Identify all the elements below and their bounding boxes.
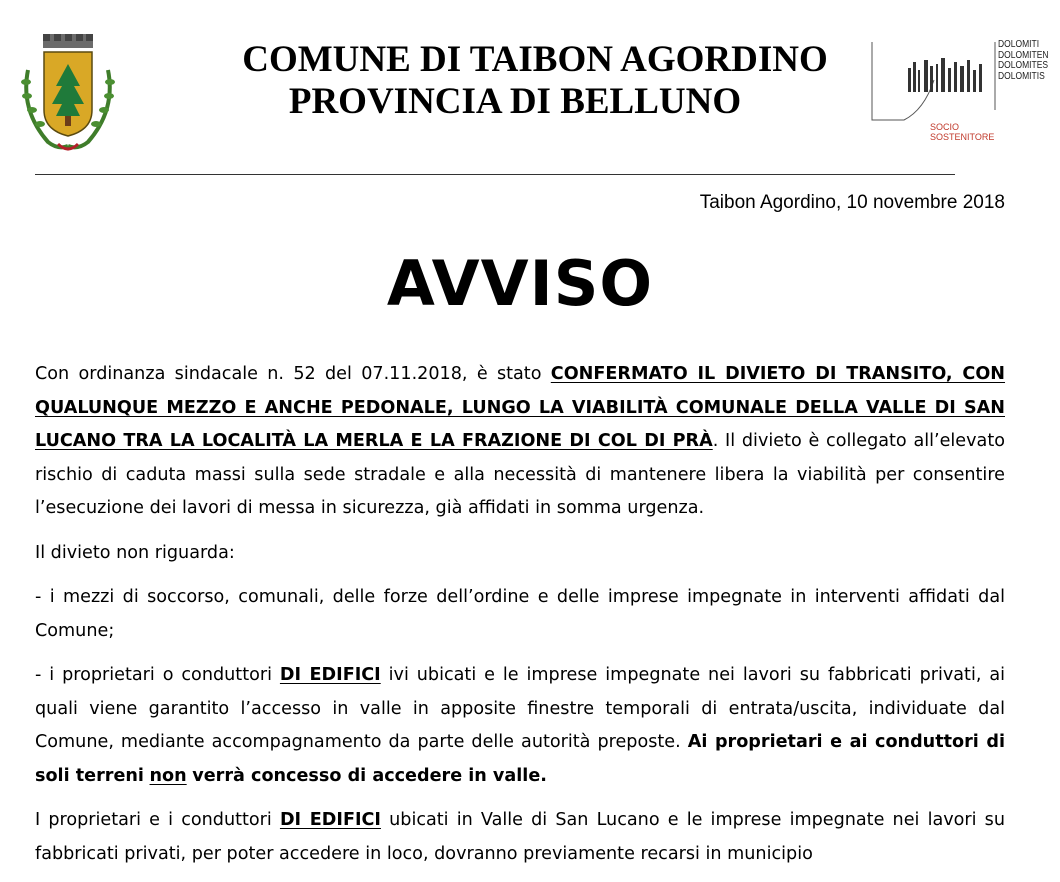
date-line: Taibon Agordino, 10 novembre 2018 <box>699 192 1005 213</box>
municipal-crest-logo <box>18 30 118 158</box>
notice-body <box>35 358 1005 882</box>
dolomiti-languages <box>998 40 1049 82</box>
p1-emphasis-text: CONFERMATO IL DIVIETO DI TRANSITO, CON QUALUNQUE MEZZO E ANCHE PEDONALE, LUNGO LA VIABILITÀ COMUNALE DELLA VALLE DI SAN LUCANO TRA LA LOCALITÀ LA MERLA E LA FRAZIONE DI COL DI PRÀ <box>35 364 1006 451</box>
p4-lead-text: - i proprietari o conduttori <box>35 665 272 685</box>
province-heading: PROVINCIA DI BELLUNO <box>288 81 742 122</box>
p5-edifici-text: DI EDIFICI <box>279 810 381 830</box>
paragraph-exception-2 <box>35 659 1005 793</box>
p4-bold-text: Ai proprietari e ai conduttori di soli terreni <box>35 732 1006 786</box>
p4-middle-text: ivi ubicati e le imprese impegnate nei lavori su fabbricati privati, ai quali viene garantito l’accesso in valle in apposite finestre temporali di entrata/uscita, individuate dal Comune, mediante accompagnamento da parte delle autorità preposte. <box>35 665 1006 752</box>
header-divider <box>35 174 955 175</box>
dolomiti-name-lat: DOLOMITIS <box>998 70 1045 82</box>
p1-tail-text: . Il divieto è collegato all’elevato rischio di caduta massi sulla sede stradale e alla necessità di mantenere libera la viabilità per consentire l’esecuzione dei lavori di messa in sicurezza, già affidati in somma urgenza. <box>35 431 1005 518</box>
dolomiti-name-it: DOLOMITI <box>998 39 1040 50</box>
notice-title: AVVISO <box>386 247 654 320</box>
p5-tail-text: ubicati in Valle di San Lucano e le imprese impegnate nei lavori su fabbricati privati, per poter accedere in loco, dovranno previamente recarsi in municipio <box>35 810 1006 864</box>
paragraph-exception-1: - i mezzi di soccorso, comunali, delle forze dell’ordine e delle imprese impegnate in interventi affidati dal Comune; <box>35 587 1005 641</box>
p4-bold-tail-text: verrà concesso di accedere in valle. <box>192 765 547 786</box>
socio-line2: SOSTENITORE <box>930 132 995 142</box>
dolomiti-name-lad: DOLOMITEN <box>998 49 1049 61</box>
paragraph-ordinance <box>35 358 1005 526</box>
p1-lead-text: Con ordinanza sindacale n. 52 del 07.11.2018, è stato <box>35 364 551 384</box>
socio-line1: SOCIO <box>930 122 960 132</box>
dolomiti-name-fr: DOLOMITES <box>998 60 1049 71</box>
p4-non-text: non <box>149 765 187 786</box>
paragraph-access-procedure <box>35 804 1005 871</box>
crest-crown <box>43 34 93 48</box>
p5-lead-text: I proprietari e i conduttori <box>35 810 272 830</box>
socio-sostenitore-label <box>930 122 994 142</box>
p4-edifici-text: DI EDIFICI <box>279 665 381 685</box>
municipality-heading: COMUNE DI TAIBON AGORDINO <box>242 39 828 80</box>
paragraph-exceptions-intro: Il divieto non riguarda: <box>35 542 235 563</box>
